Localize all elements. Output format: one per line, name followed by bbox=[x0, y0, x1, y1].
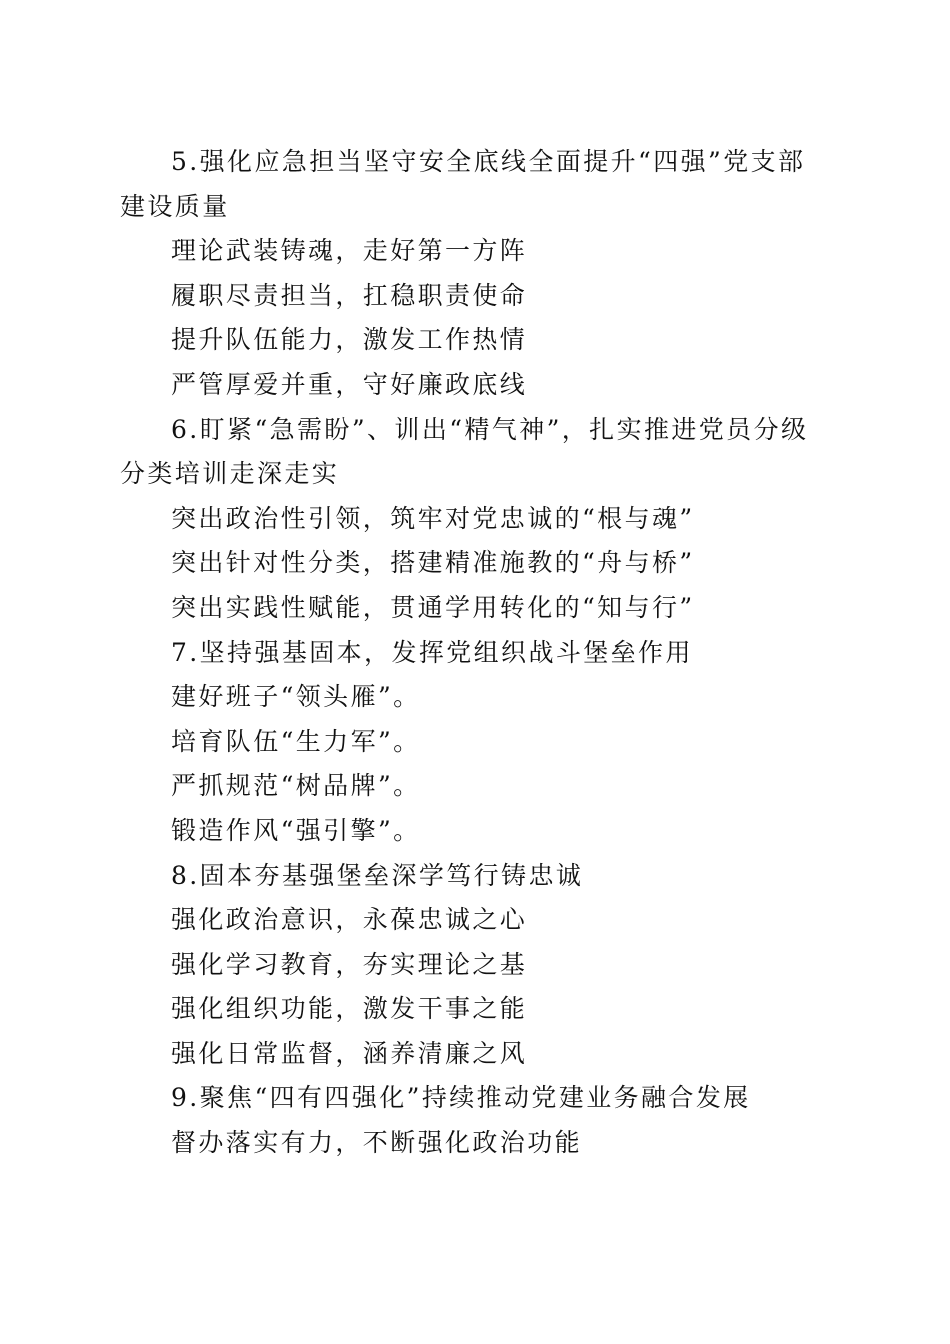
paragraph-line: 严抓规范“树品牌”。 bbox=[171, 771, 421, 801]
paragraph-line: 建好班子“领头雁”。 bbox=[171, 682, 421, 712]
paragraph-line: 培育队伍“生力军”。 bbox=[171, 726, 421, 756]
paragraph-line: 强化组织功能，激发干事之能 bbox=[171, 994, 528, 1024]
paragraph-line: 锻造作风“强引擎”。 bbox=[171, 815, 421, 845]
paragraph-line: 严管厚爱并重，守好廉政底线 bbox=[171, 369, 528, 399]
paragraph-line: 强化日常监督，涵养清廉之风 bbox=[171, 1038, 528, 1068]
paragraph-line: 理论武装铸魂，走好第一方阵 bbox=[171, 236, 528, 266]
heading-9: 9.聚焦“四有四强化”持续推动党建业务融合发展 bbox=[171, 1083, 751, 1113]
paragraph-line: 履职尽责担当，扛稳职责使命 bbox=[171, 280, 528, 310]
paragraph-line: 突出政治性引领，筑牢对党忠诚的“根与魂” bbox=[171, 503, 695, 533]
paragraph-line: 突出实践性赋能，贯通学用转化的“知与行” bbox=[171, 592, 695, 622]
heading-7: 7.坚持强基固本，发挥党组织战斗堡垒作用 bbox=[171, 637, 693, 667]
document-body bbox=[120, 140, 830, 1166]
paragraph-line: 提升队伍能力，激发工作热情 bbox=[171, 325, 528, 355]
heading-8: 8.固本夯基强堡垒深学笃行铸忠诚 bbox=[171, 860, 584, 890]
paragraph-line: 强化政治意识，永葆忠诚之心 bbox=[171, 905, 528, 935]
paragraph-line: 督办落实有力，不断强化政治功能 bbox=[171, 1128, 583, 1158]
heading-5: 5.强化应急担当坚守安全底线全面提升“四强”党支部建设质量 bbox=[120, 147, 806, 221]
paragraph-line: 强化学习教育，夯实理论之基 bbox=[171, 949, 528, 979]
paragraph-line: 突出针对性分类，搭建精准施教的“舟与桥” bbox=[171, 548, 695, 578]
heading-6: 6.盯紧“急需盼”、训出“精气神”，扎实推进党员分级分类培训走深走实 bbox=[120, 414, 809, 489]
